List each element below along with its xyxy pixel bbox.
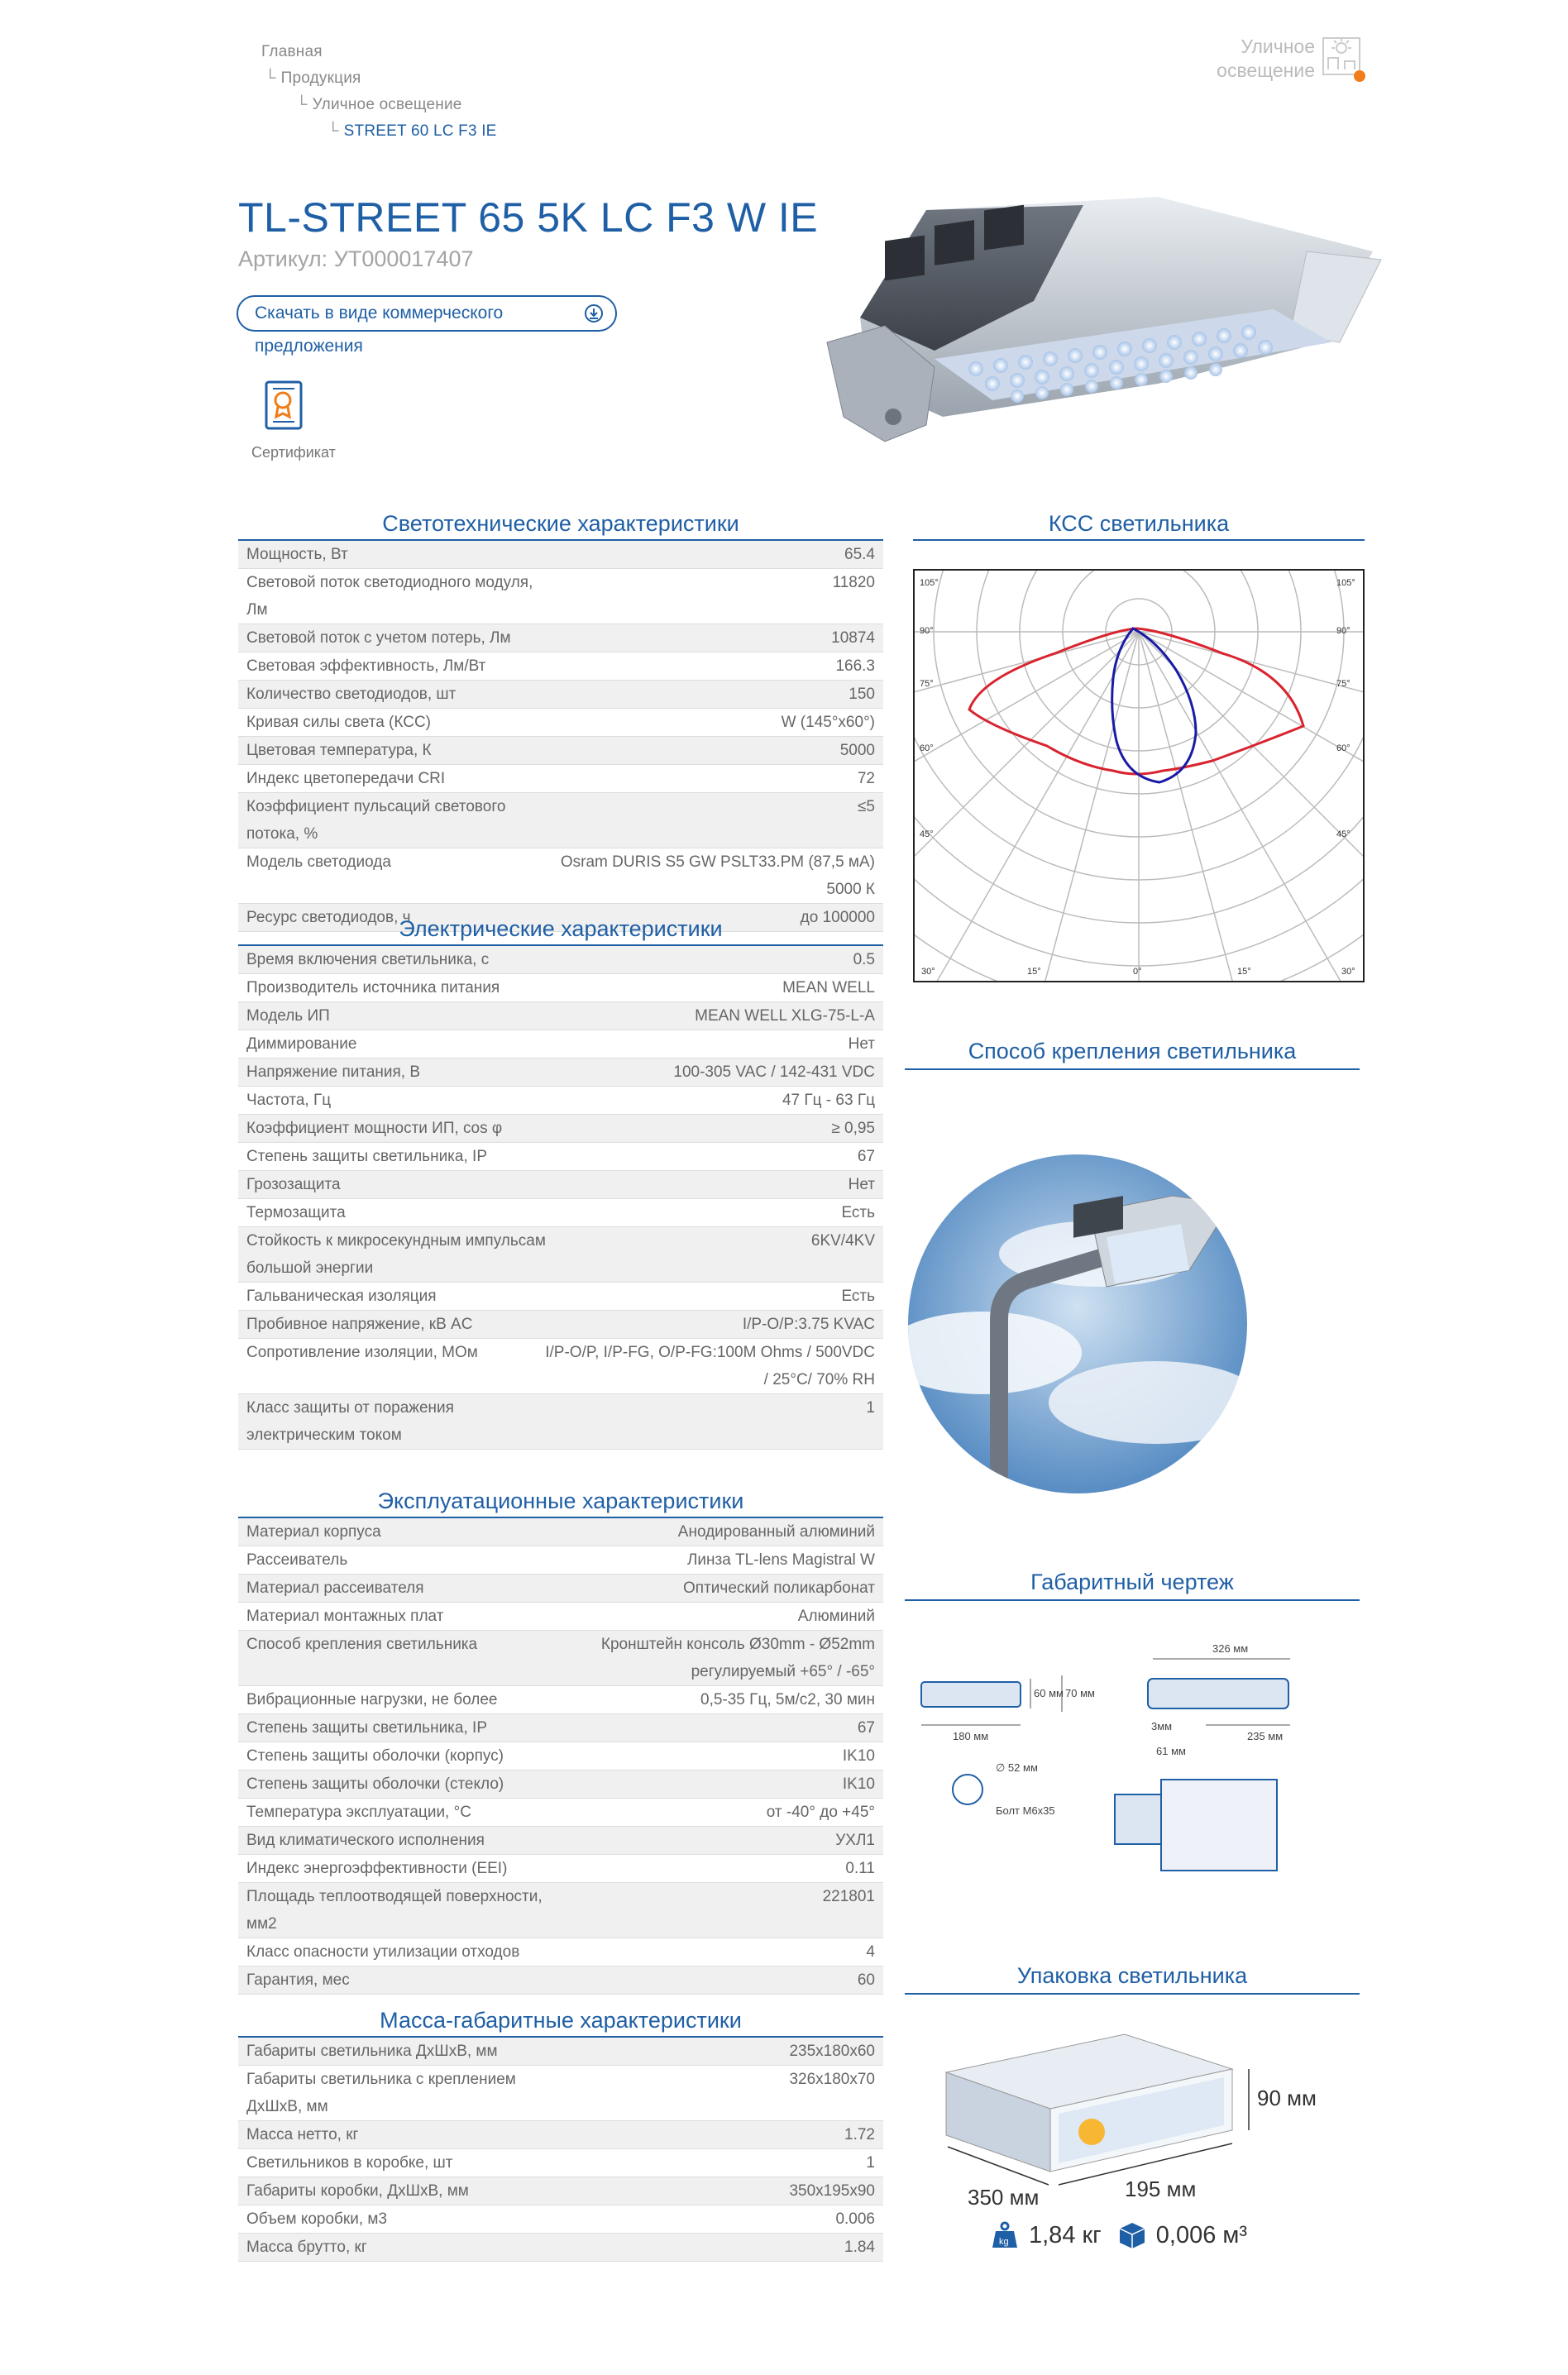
table-row [238, 1714, 883, 1742]
polar-label: 45° [1336, 829, 1350, 839]
row-key: Световой поток светодиодного модуля, Лм [246, 574, 533, 619]
divider [905, 1068, 1360, 1070]
street-light-sun-icon [1322, 36, 1368, 83]
row-value: 1.84 [844, 2239, 875, 2256]
row-key: Степень защиты светильника, IP [246, 1148, 487, 1165]
row-key: Степень защиты оболочки (корпус) [246, 1747, 504, 1765]
kss-polar-diagram [913, 569, 1365, 982]
row-value: 4 [866, 1943, 875, 1961]
breadcrumb-street-lighting[interactable]: └ Уличное освещение [296, 96, 462, 113]
row-value: 166.3 [835, 657, 875, 675]
table-row [238, 1311, 883, 1339]
svg-text:kg: kg [999, 2237, 1009, 2247]
row-value: IK10 [842, 1775, 875, 1793]
row-value: 67 [857, 1148, 875, 1165]
article-number: Артикул: УТ000017407 [238, 246, 474, 271]
polar-label: 60° [1336, 743, 1350, 753]
row-key: Индекс энергоэффективности (EEI) [246, 1860, 508, 1877]
table-row [238, 569, 883, 624]
table-row [238, 1199, 883, 1227]
row-value: 11820 [832, 574, 875, 591]
polar-label: 45° [920, 829, 934, 839]
row-key: Материал рассеивателя [246, 1579, 424, 1597]
table-row [238, 2038, 883, 2066]
row-key: Модель ИП [246, 1007, 330, 1025]
section-title-light: Светотехнические характеристики [382, 511, 739, 536]
row-value: Алюминий [797, 1608, 875, 1625]
row-key: Гальваническая изоляция [246, 1288, 437, 1305]
product-title: TL-STREET 65 5K LC F3 W IE [238, 194, 819, 241]
kg-weight-icon [991, 2221, 1019, 2249]
row-value: ≤5 [858, 798, 875, 815]
polar-label: 90° [1336, 626, 1350, 636]
package-illustration [935, 2023, 1348, 2229]
row-key: Пробивное напряжение, кВ AC [246, 1316, 473, 1333]
polar-spoke [989, 632, 1139, 981]
row-value: I/P-O/P, I/P-FG, O/P-FG:100M Ohms / 500VDC / 25°C/ 70% RH [545, 1344, 875, 1388]
table-row [238, 2234, 883, 2262]
polar-spoke [915, 632, 1139, 981]
row-value: Нет [848, 1035, 875, 1053]
table-row [238, 1171, 883, 1199]
breadcrumb-products[interactable]: └ Продукция [265, 69, 361, 87]
table-row [238, 1394, 883, 1450]
row-key: Объем коробки, м3 [246, 2210, 388, 2228]
row-value: 60 [857, 1971, 875, 1989]
dim-label: 61 мм [1156, 1745, 1186, 1757]
package-title: Упаковка светильника [1016, 1963, 1248, 1988]
row-key: Гарантия, мес [246, 1971, 350, 1989]
row-value: Есть [841, 1288, 875, 1305]
table-row [238, 2205, 883, 2234]
table-row [238, 765, 883, 793]
row-key: Степень защиты оболочки (стекло) [246, 1775, 504, 1793]
polar-label: 15° [1237, 967, 1251, 977]
polar-label: 60° [920, 743, 934, 753]
table-row [238, 681, 883, 709]
table-row [238, 1799, 883, 1827]
mount-illustration [908, 1154, 1247, 1493]
dim-label: 235 мм [1247, 1730, 1284, 1742]
polar-label: 30° [1341, 967, 1355, 977]
table-row [238, 541, 883, 569]
row-value: 65.4 [844, 546, 875, 563]
dim-label: ∅ 52 мм [996, 1761, 1038, 1774]
row-value: MEAN WELL [782, 979, 875, 996]
table-row [238, 2066, 883, 2121]
row-key: Площадь теплоотводящей поверхности, мм2 [246, 1888, 543, 1933]
dim-label: 180 мм [953, 1730, 989, 1742]
table-row [238, 1827, 883, 1855]
row-value: 72 [857, 770, 875, 787]
row-key: Вибрационные нагрузки, не более [246, 1691, 498, 1708]
polar-label: 90° [920, 626, 934, 636]
table-row [238, 1002, 883, 1030]
table-row [238, 1227, 883, 1283]
row-value: 1.72 [844, 2126, 875, 2143]
table-row [238, 1518, 883, 1546]
row-key: Диммирование [246, 1035, 357, 1053]
table-row [238, 1546, 883, 1575]
row-key: Сопротивление изоляции, МОм [246, 1344, 478, 1361]
mass-table [238, 2038, 883, 2262]
row-key: Стойкость к микросекундным импульсам большой энергии [246, 1232, 546, 1277]
polar-label: 105° [1336, 578, 1355, 588]
polar-label: 75° [920, 679, 934, 689]
table-row [238, 1339, 883, 1394]
row-key: Количество светодиодов, шт [246, 686, 457, 703]
polar-spoke [1139, 632, 1363, 981]
certificate-icon[interactable] [265, 380, 303, 430]
breadcrumb-home[interactable]: Главная [261, 43, 323, 60]
row-value: ≥ 0,95 [831, 1120, 875, 1137]
row-key: Частота, Гц [246, 1092, 332, 1109]
row-value: 235x180x60 [789, 2043, 875, 2060]
product-image [810, 177, 1389, 458]
row-key: Коэффициент пульсаций светового потока, % [246, 798, 506, 843]
table-row [238, 1058, 883, 1087]
row-value: Анодированный алюминий [677, 1523, 875, 1541]
section-title-exploit: Эксплуатационные характеристики [377, 1489, 744, 1513]
row-key: Масса нетто, кг [246, 2126, 359, 2143]
row-value: 47 Гц - 63 Гц [782, 1092, 875, 1109]
row-value: Есть [841, 1204, 875, 1221]
table-row [238, 1030, 883, 1058]
row-value: от -40° до +45° [766, 1804, 875, 1821]
dim-label: 70 мм [1065, 1687, 1095, 1699]
row-value: 326x180x70 [789, 2071, 875, 2088]
row-value: Osram DURIS S5 GW PSLT33.PM (87,5 мА) 5000 К [560, 853, 875, 898]
pkg-dim: 195 мм [1125, 2177, 1197, 2201]
package-stats: kg 1,84 кг 0,006 м³ [991, 2221, 1247, 2249]
row-value: 0.006 [835, 2210, 875, 2228]
row-value: Кронштейн консоль Ø30mm - Ø52mm регулируемый +65° / -65° [600, 1636, 875, 1680]
table-row [238, 1603, 883, 1631]
cube-icon [1118, 2221, 1146, 2249]
row-key: Индекс цветопередачи CRI [246, 770, 446, 787]
table-row [238, 1283, 883, 1311]
row-key: Кривая силы света (КСС) [246, 714, 431, 731]
row-key: Мощность, Вт [246, 546, 348, 563]
row-value: Нет [848, 1176, 875, 1193]
table-row [238, 1855, 883, 1883]
kss-title: КСС светильника [1048, 511, 1230, 536]
row-value: MEAN WELL XLG-75-L-A [695, 1007, 875, 1025]
row-value: 350x195x90 [789, 2182, 875, 2200]
table-row [238, 1631, 883, 1686]
polar-label: 15° [1027, 967, 1041, 977]
row-key: Грозозащита [246, 1176, 341, 1193]
category-label[interactable]: Уличное освещение [1217, 36, 1315, 81]
row-key: Материал монтажных плат [246, 1608, 444, 1625]
polar-label: 0° [1133, 967, 1142, 977]
row-key: Температура эксплуатации, °С [246, 1804, 471, 1821]
table-row [238, 1938, 883, 1966]
row-key: Производитель источника питания [246, 979, 500, 996]
section-title-mass: Масса-габаритные характеристики [380, 2008, 742, 2033]
table-row [238, 2149, 883, 2177]
row-value: 221801 [822, 1888, 875, 1905]
table-row [238, 709, 883, 737]
dimension-drawing [916, 1632, 1363, 1897]
table-row [238, 1575, 883, 1603]
divider [905, 1993, 1360, 1995]
light-table [238, 541, 883, 932]
drawing-title: Габаритный чертеж [1030, 1570, 1234, 1594]
row-key: Термозащита [246, 1204, 346, 1221]
row-value: 150 [849, 686, 875, 703]
breadcrumb-current[interactable]: └ STREET 60 LC F3 IE [327, 122, 497, 140]
polar-label: 105° [920, 578, 939, 588]
row-value: 0.11 [845, 1860, 875, 1877]
polar-spoke [915, 632, 1139, 981]
row-key: Класс защиты от поражения электрическим током [246, 1399, 454, 1444]
row-key: Масса брутто, кг [246, 2239, 367, 2256]
polar-label: 75° [1336, 679, 1350, 689]
row-value: 10874 [831, 629, 875, 647]
table-row [238, 1115, 883, 1143]
exploit-table [238, 1518, 883, 1995]
row-value: 1 [866, 2154, 875, 2172]
download-icon [584, 303, 604, 323]
row-key: Способ крепления светильника [246, 1636, 478, 1653]
row-value: 1 [866, 1399, 875, 1417]
row-value: 6KV/4KV [810, 1232, 875, 1250]
download-offer-button[interactable]: Скачать в виде коммерческого предложения [237, 295, 617, 332]
row-value: до 100000 [800, 909, 875, 926]
mount-title: Способ крепления светильника [968, 1039, 1297, 1063]
row-value: УХЛ1 [835, 1832, 875, 1849]
table-row [238, 2121, 883, 2149]
table-row [238, 652, 883, 681]
row-key: Время включения светильника, с [246, 951, 490, 968]
row-value: 5000 [839, 742, 875, 759]
certificate-label[interactable]: Сертификат [251, 444, 336, 461]
table-row [238, 1087, 883, 1115]
section-title-electric: Электрические характеристики [399, 916, 723, 941]
row-key: Светильников в коробке, шт [246, 2154, 453, 2172]
row-value: W (145°x60°) [781, 714, 875, 731]
row-key: Вид климатического исполнения [246, 1832, 485, 1849]
row-key: Габариты светильника с креплением ДхШхВ, мм [246, 2071, 516, 2115]
row-key: Материал корпуса [246, 1523, 381, 1541]
table-row [238, 1883, 883, 1938]
table-row [238, 974, 883, 1002]
row-value: IK10 [842, 1747, 875, 1765]
table-row [238, 946, 883, 974]
table-row [238, 793, 883, 848]
table-row [238, 1686, 883, 1714]
table-row [238, 2177, 883, 2205]
row-key: Габариты коробки, ДхШхВ, мм [246, 2182, 469, 2200]
table-row [238, 1770, 883, 1799]
dim-label: Болт М6х35 [996, 1804, 1055, 1817]
row-value: Линза TL-lens Magistral W [686, 1551, 875, 1569]
row-key: Напряжение питания, В [246, 1063, 421, 1081]
row-key: Модель светодиода [246, 853, 391, 871]
table-row [238, 1143, 883, 1171]
row-value: 0,5-35 Гц, 5м/с2, 30 мин [700, 1691, 875, 1708]
table-row [238, 1966, 883, 1995]
dim-label: 60 мм [1034, 1687, 1064, 1699]
divider [913, 539, 1365, 541]
row-key: Световая эффективность, Лм/Вт [246, 657, 486, 675]
row-key: Степень защиты светильника, IP [246, 1719, 487, 1737]
pkg-dim: 350 мм [968, 2185, 1040, 2210]
polar-label: 30° [921, 967, 935, 977]
row-key: Ресурс светодиодов, ч [246, 909, 411, 926]
table-row [238, 737, 883, 765]
row-key: Класс опасности утилизации отходов [246, 1943, 520, 1961]
pkg-dim: 90 мм [1257, 2086, 1317, 2110]
polar-spoke [1139, 632, 1288, 981]
table-row [238, 1742, 883, 1770]
polar-spoke [1139, 632, 1363, 981]
dim-label: 326 мм [1212, 1642, 1249, 1655]
kss-curve-blue [1112, 628, 1196, 782]
row-value: 100-305 VAC / 142-431 VDC [673, 1063, 875, 1081]
table-row [238, 848, 883, 904]
dim-label: 3мм [1151, 1720, 1173, 1732]
row-key: Рассеиватель [246, 1551, 348, 1569]
row-value: 0.5 [853, 951, 875, 968]
row-value: 67 [857, 1719, 875, 1737]
row-value: Оптический поликарбонат [683, 1579, 875, 1597]
row-key: Цветовая температура, К [246, 742, 432, 759]
row-value: I/P-O/P:3.75 KVAC [742, 1316, 875, 1333]
divider [905, 1599, 1360, 1601]
row-key: Габариты светильника ДхШхВ, мм [246, 2043, 498, 2060]
electric-table [238, 946, 883, 1450]
row-key: Коэффициент мощности ИП, cos φ [246, 1120, 503, 1137]
row-key: Световой поток с учетом потерь, Лм [246, 629, 511, 647]
table-row [238, 624, 883, 652]
